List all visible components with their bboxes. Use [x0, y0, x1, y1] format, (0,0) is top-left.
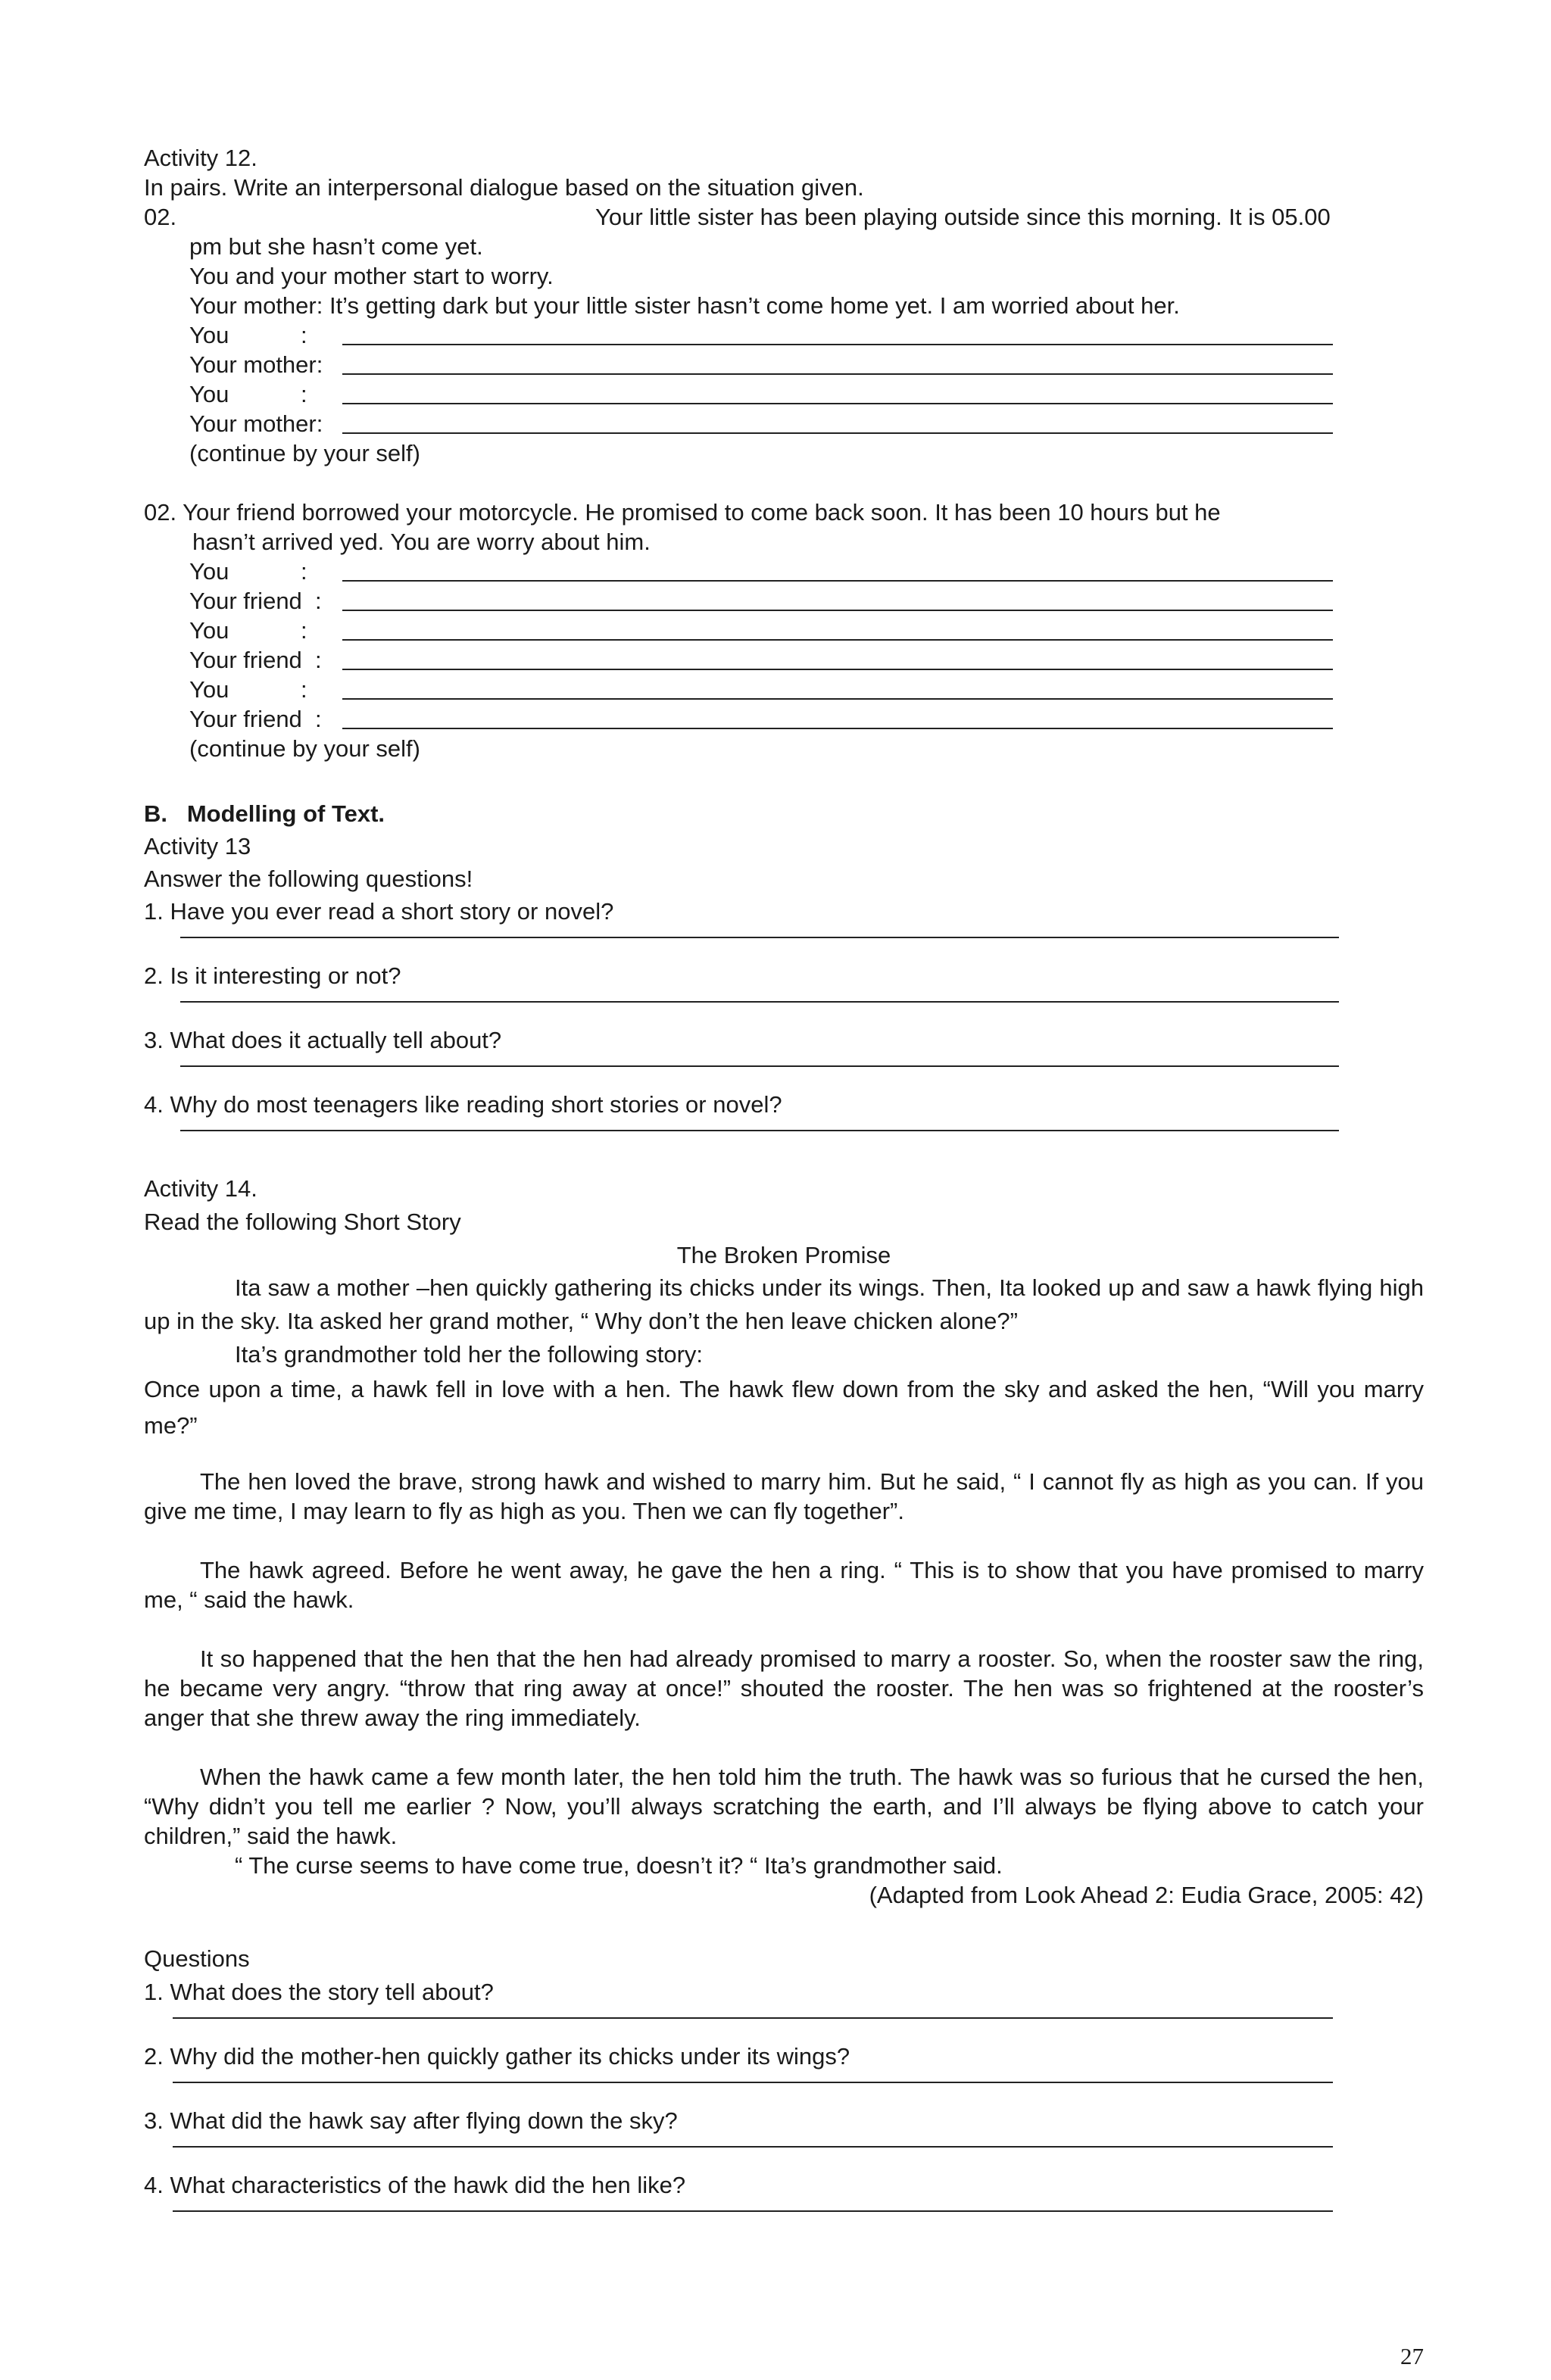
answer-line[interactable]	[180, 929, 1339, 938]
answer-blank[interactable]	[342, 351, 1333, 375]
story-question: 1. What does the story tell about?	[144, 1979, 494, 2005]
story-question: 2. Why did the mother-hen quickly gather its chicks under its wings?	[144, 2043, 850, 2070]
speaker-label: You :	[189, 676, 307, 703]
activity-13-title: Activity 13	[144, 833, 251, 859]
speaker-label: You :	[189, 322, 307, 348]
story-title: The Broken Promise	[676, 1242, 891, 1268]
story-paragraph: Ita saw a mother –hen quickly gathering its chicks under its wings. Then, Ita looked up and saw a hawk flying high up in the sky. Ita asked her grand mother, “ Why don’t the hen leave chicken alone?”	[144, 1274, 1424, 1334]
answer-line[interactable]	[180, 1058, 1339, 1067]
continue-note: (continue by your self)	[189, 735, 420, 762]
dialogue-line	[144, 704, 1424, 734]
answer-line[interactable]	[173, 2138, 1333, 2148]
questions-heading: Questions	[144, 1945, 250, 1972]
speaker-label: Your mother:	[189, 410, 323, 437]
speaker-label: You :	[189, 617, 307, 644]
story-paragraph: It so happened that the hen that the hen had already promised to marry a rooster. So, when the rooster saw the ring, he became very angry. “throw that ring away at once!” shouted the rooster. The hen was so frightened at the rooster’s anger that she threw away the ring immediately.	[144, 1645, 1424, 1731]
situation-1-number: 02.	[144, 204, 177, 230]
dialogue-line	[144, 616, 1424, 645]
activity-13-question: 1. Have you ever read a short story or novel?	[144, 898, 614, 925]
situation-1-first-line	[144, 202, 1424, 232]
continue-note: (continue by your self)	[189, 440, 420, 466]
answer-line[interactable]	[173, 2010, 1333, 2019]
answer-line[interactable]	[173, 2203, 1333, 2212]
answer-blank[interactable]	[342, 705, 1333, 729]
speaker-label: Your friend :	[189, 647, 322, 673]
document-page	[144, 143, 1424, 2235]
story-paragraph: The hen loved the brave, strong hawk and wished to marry him. But he said, “ I cannot fly as high as you can. If you give me time, I may learn to fly as high as you. Then we can fly together”.	[144, 1468, 1424, 1524]
speaker-label: You :	[189, 381, 307, 407]
story-paragraph: When the hawk came a few month later, the hen told him the truth. The hawk was so furious that he cursed the hen, “Why didn’t you tell me earlier ? Now, you’ll always scratching the earth, and I’ll always be flying above to catch your children,” said the hawk.	[144, 1764, 1424, 1849]
activity-13-question: 4. Why do most teenagers like reading short stories or novel?	[144, 1091, 782, 1118]
answer-blank[interactable]	[342, 646, 1333, 670]
dialogue-line	[144, 379, 1424, 409]
activity-14-title: Activity 14.	[144, 1175, 257, 1202]
story-paragraph: Ita’s grandmother told her the following story:	[235, 1341, 704, 1368]
dialogue-line	[144, 586, 1424, 616]
activity-13-instruction: Answer the following questions!	[144, 866, 473, 892]
speaker-label: You :	[189, 558, 307, 585]
answer-blank[interactable]	[342, 321, 1333, 345]
dialogue-line	[144, 350, 1424, 379]
story-question: 4. What characteristics of the hawk did the hen like?	[144, 2172, 686, 2198]
situation-2-text-a: 02. Your friend borrowed your motorcycle. He promised to come back soon. It has been 10 hours but he	[144, 499, 1221, 526]
story-paragraph: Once upon a time, a hawk fell in love with a hen. The hawk flew down from the sky and asked the hen, “Will you marry me?”	[144, 1376, 1424, 1439]
activity-13-question: 3. What does it actually tell about?	[144, 1027, 502, 1053]
answer-blank[interactable]	[342, 380, 1333, 404]
situation-2-text-b: hasn’t arrived yed. You are worry about him.	[192, 529, 651, 555]
answer-blank[interactable]	[342, 587, 1333, 611]
dialogue-line	[144, 645, 1424, 675]
answer-line[interactable]	[173, 2074, 1333, 2083]
story-question: 3. What did the hawk say after flying down the sky?	[144, 2107, 678, 2134]
page-number: 27	[1400, 2343, 1424, 2369]
story-paragraph: The hawk agreed. Before he went away, he gave the hen a ring. “ This is to show that you have promised to marry me, “ said the hawk.	[144, 1557, 1424, 1613]
activity-12-instruction: In pairs. Write an interpersonal dialogue based on the situation given.	[144, 174, 864, 201]
speaker-label: Your mother:	[189, 351, 323, 378]
dialogue-line	[144, 557, 1424, 586]
answer-blank[interactable]	[342, 557, 1333, 582]
answer-blank[interactable]	[342, 410, 1333, 434]
answer-line[interactable]	[180, 1122, 1339, 1131]
dialogue-line	[144, 320, 1424, 350]
activity-12-title: Activity 12.	[144, 145, 257, 171]
story-paragraph: “ The curse seems to have come true, doesn’t it? “ Ita’s grandmother said.	[235, 1852, 1003, 1879]
situation-1-text-b: pm but she hasn’t come yet.	[189, 233, 483, 260]
section-b-heading: B. Modelling of Text.	[144, 800, 385, 827]
speaker-label: Your friend :	[189, 706, 322, 732]
story-source: (Adapted from Look Ahead 2: Eudia Grace, 2005: 42)	[869, 1882, 1424, 1908]
situation-1-text-d: Your mother: It’s getting dark but your little sister hasn’t come home yet. I am worried about her.	[189, 292, 1180, 319]
situation-1-text-a: Your little sister has been playing outside since this morning. It is 05.00	[595, 204, 1331, 230]
activity-13-question: 2. Is it interesting or not?	[144, 962, 401, 989]
dialogue-line	[144, 409, 1424, 438]
dialogue-line	[144, 675, 1424, 704]
situation-1-text-c: You and your mother start to worry.	[189, 263, 554, 289]
answer-blank[interactable]	[342, 675, 1333, 700]
answer-blank[interactable]	[342, 616, 1333, 641]
answer-line[interactable]	[180, 993, 1339, 1003]
speaker-label: Your friend :	[189, 588, 322, 614]
activity-14-instruction: Read the following Short Story	[144, 1209, 461, 1235]
